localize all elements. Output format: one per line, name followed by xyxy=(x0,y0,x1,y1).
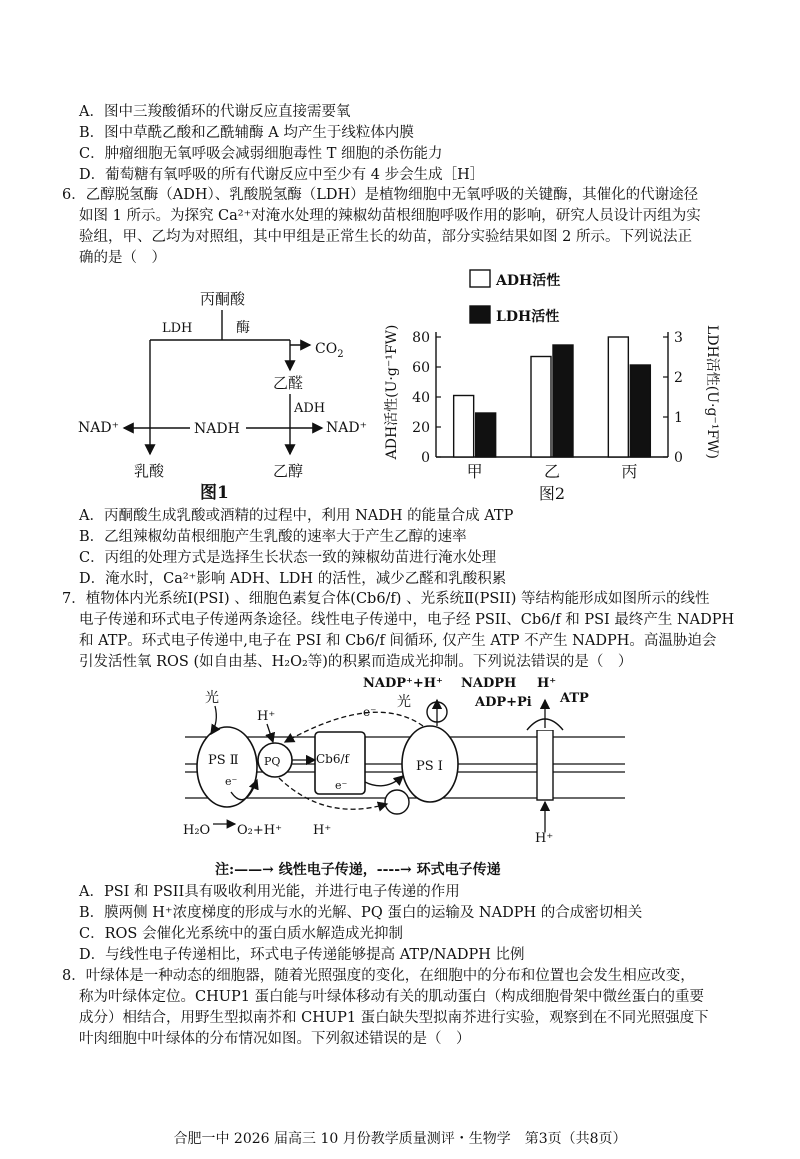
bar-adh-0 xyxy=(454,396,474,458)
xtick-1: 乙 xyxy=(543,462,561,481)
fig1-nad-right: NAD⁺ xyxy=(326,420,367,436)
q7-stem-line-3: 和 ATP。环式电子传递中,电子在 PSI 和 Cb6/f 间循环, 仅产生 ATP 不产生 NADPH。高温胁迫会 xyxy=(79,633,717,649)
q7-cb6f: Cb6/f xyxy=(316,752,349,766)
ytick-right-3: 3 xyxy=(674,330,683,346)
ytick-left-0: 0 xyxy=(421,450,430,466)
q8-stem-line-3: 成分）相结合，用野生型拟南芥和 CHUP1 蛋白缺失型拟南芥进行实验，观察到在不同光照强度下 xyxy=(79,1010,709,1026)
q6-option-c: C．丙组的处理方式是选择生长状态一致的辣椒幼苗进行淹水处理 xyxy=(79,550,497,566)
q7-e-lower: e⁻ xyxy=(335,779,348,792)
figure-2-chart xyxy=(370,262,740,512)
legend-label-1: LDH活性 xyxy=(496,309,560,325)
bar-adh-1 xyxy=(531,357,551,458)
fig1-adh: ADH xyxy=(294,401,326,416)
q6-option-d: D．淹水时，Ca²⁺影响 ADH、LDH 的活性，减少乙醛和乳酸积累 xyxy=(79,571,507,587)
legend-swatch-1 xyxy=(470,306,490,323)
bar-ldh-1 xyxy=(553,345,573,457)
q5-option-d: D．葡萄糖有氧呼吸的所有代谢反应中至少有 4 步会生成［H］ xyxy=(79,167,485,183)
q5-option-a: A．图中三羧酸循环的代谢反应直接需要氧 xyxy=(79,104,351,120)
q5-option-c: C．肿瘤细胞无氧呼吸会减弱细胞毒性 T 细胞的杀伤能力 xyxy=(79,146,443,162)
fig1-nad-left: NAD⁺ xyxy=(78,420,119,436)
legend-swatch-0 xyxy=(470,270,490,287)
q6-option-b: B．乙组辣椒幼苗根细胞产生乳酸的速率大于产生乙醇的速率 xyxy=(79,529,467,545)
fig1-lactate: 乳酸 xyxy=(134,462,165,480)
q7-o2: O₂+H⁺ xyxy=(237,823,282,838)
figure-1-pathway xyxy=(70,280,400,505)
ytick-right-2: 2 xyxy=(674,370,683,386)
q7-legend: 注:——→ 线性电子传递，----→ 环式电子传递 xyxy=(215,862,501,878)
q6-option-a: A．丙酮酸生成乳酸或酒精的过程中，利用 NADH 的能量合成 ATP xyxy=(79,508,514,524)
bar-ldh-2 xyxy=(630,365,650,457)
q7-option-b: B．膜两侧 H⁺浓度梯度的形成与水的光解、PQ 蛋白的运输及 NADPH 的合成密切相关 xyxy=(79,905,643,921)
q6-stem-line-3: 验组，甲、乙均为对照组，其中甲组是正常生长的幼苗，部分实验结果如图 2 所示。下列说法正 xyxy=(79,229,692,245)
ytick-left-2: 40 xyxy=(412,390,430,406)
figure-q7-electron-transport xyxy=(175,672,635,882)
q8-stem-line-2: 称为叶绿体定位。CHUP1 蛋白能与叶绿体移动有关的肌动蛋白（构成细胞骨架中微丝蛋白的重要 xyxy=(79,989,705,1005)
q7-atp: ATP xyxy=(560,691,589,706)
fig1-pyruvate: 丙酮酸 xyxy=(200,290,246,308)
q7-h-upper: H⁺ xyxy=(257,709,276,724)
q7-psii: PS Ⅱ xyxy=(208,753,239,768)
q5-option-b: B．图中草酰乙酸和乙酰辅酶 A 均产生于线粒体内膜 xyxy=(79,125,414,141)
q7-h2o: H₂O xyxy=(183,823,211,838)
q7-stem-line-2: 电子传递和环式电子传递两条途径。线性电子传递中，电子经 PSII、Cb6/f 和 PSI 最终产生 NADPH xyxy=(79,612,735,628)
q6-stem-line-2: 如图 1 所示。为探究 Ca²⁺对淹水处理的辣椒幼苗根细胞呼吸作用的影响，研究人员设计丙组为实 xyxy=(79,208,701,224)
q7-e-upper: e⁻ xyxy=(363,705,377,719)
fig1-nadh: NADH xyxy=(194,421,240,437)
bar-ldh-0 xyxy=(476,413,496,457)
ytick-right-1: 1 xyxy=(674,410,683,426)
legend-label-0: ADH活性 xyxy=(496,273,561,289)
ylabel-left: ADH活性(U·g⁻¹FW) xyxy=(384,324,400,460)
fig1-co2: $CO_2$ xyxy=(315,341,344,360)
q7-psi: PS Ⅰ xyxy=(416,759,443,774)
xtick-0: 甲 xyxy=(466,462,483,481)
q7-option-a: A．PSI 和 PSII具有吸收利用光能，并进行电子传递的作用 xyxy=(79,884,460,900)
q7-h-bottom-right: H⁺ xyxy=(535,831,554,846)
xtick-2: 丙 xyxy=(621,462,638,481)
ytick-left-3: 60 xyxy=(412,360,430,376)
q8-stem-line-4: 叶肉细胞中叶绿体的分布情况如图。下列叙述错误的是（ ） xyxy=(79,1031,471,1047)
fig1-enzyme: 酶 xyxy=(236,320,250,336)
q7-e-psii: e⁻ xyxy=(225,775,238,788)
q8-stem-line-1: 8．叶绿体是一种动态的细胞器，随着光照强度的变化，在细胞中的分布和位置也会发生相应改变， xyxy=(62,968,695,984)
q7-h-bottom-mid: H⁺ xyxy=(313,823,332,838)
fig1-caption: 图1 xyxy=(200,483,229,503)
q7-stem-line-4: 引发活性氧 ROS (如自由基、H₂O₂等)的积累而造成光抑制。下列说法错误的是（ ） xyxy=(79,654,633,670)
q7-option-d: D．与线性电子传递相比，环式电子传递能够提高 ATP/NADPH 比例 xyxy=(79,947,525,963)
q6-stem-line-4: 确的是（ ） xyxy=(79,250,166,266)
ytick-left-1: 20 xyxy=(412,420,430,436)
q7-nadph: NADPH xyxy=(461,676,517,691)
bar-adh-2 xyxy=(608,337,628,457)
ytick-right-0: 0 xyxy=(674,450,683,466)
q7-light-left: 光 xyxy=(205,690,219,706)
chart-title: 图2 xyxy=(538,484,566,503)
q6-stem-line-1: 6．乙醇脱氢酶（ADH）、乳酸脱氢酶（LDH）是植物细胞中无氧呼吸的关键酶，其催化的代谢途径 xyxy=(62,187,699,203)
q7-pq: PQ xyxy=(264,755,281,768)
q7-adp: ADP+Pi xyxy=(475,695,532,710)
ylabel-right: LDH活性(U·g⁻¹FW) xyxy=(704,325,720,459)
q7-nadp: NADP⁺+H⁺ xyxy=(363,676,443,691)
q7-option-c: C．ROS 会催化光系统中的蛋白质水解造成光抑制 xyxy=(79,926,403,942)
ytick-left-4: 80 xyxy=(412,330,430,346)
q7-stem-line-1: 7．植物体内光系统Ⅰ(PSI) 、细胞色素复合体(Cb6/f) 、光系统Ⅱ(PSII) 等结构能形成如图所示的线性 xyxy=(62,591,710,607)
q7-light-right: 光 xyxy=(397,694,411,710)
q7-h-top: H⁺ xyxy=(537,676,557,691)
fig1-ldh: LDH xyxy=(162,321,193,336)
page-footer: 合肥一中 2026 届高三 10 月份教学质量测评・生物学 第3页（共8页） xyxy=(173,1131,627,1147)
fig1-ethanol: 乙醇 xyxy=(273,462,304,480)
fig1-acetaldehyde: 乙醛 xyxy=(273,374,304,392)
